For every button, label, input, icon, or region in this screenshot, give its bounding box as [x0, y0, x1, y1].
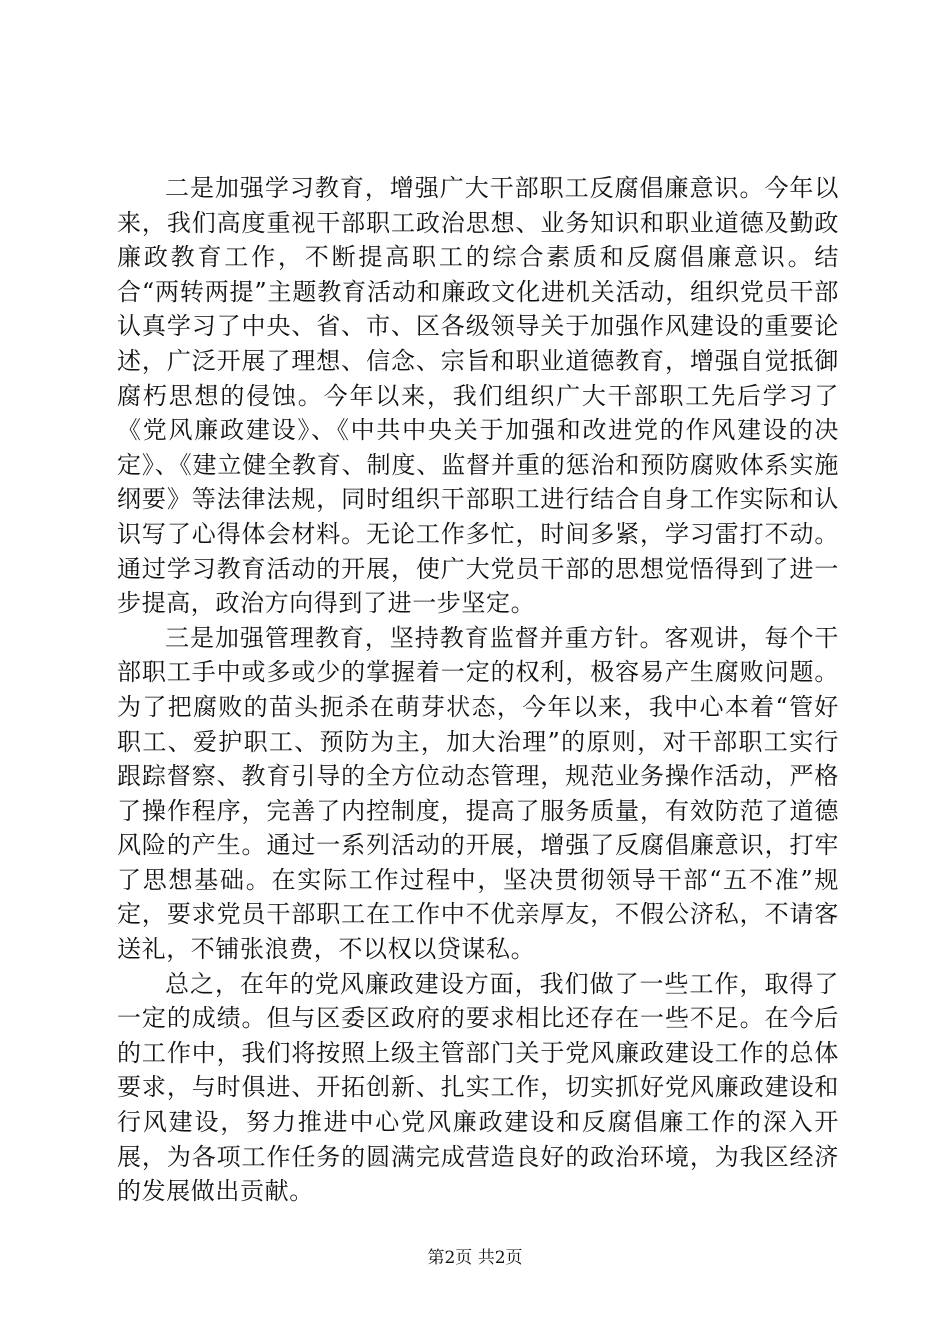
paragraph-management: 三是加强管理教育，坚持教育监督并重方针。客观讲，每个干部职工手中或多或少的掌握着一定的权利，极容易产生腐败问题。为了把腐败的苗头扼杀在萌芽状态，今年以来，我中心本着“管好职工、爱护职工、预防为主，加大治理”的原则，对干部职工实行跟踪督察、教育引导的全方位动态管理，规范业务操作活动，严格了操作程序，完善了内控制度，提高了服务质量，有效防范了道德风险的产生。通过一系列活动的开展，增强了反腐倡廉意识，打牢了思想基础。在实际工作过程中，坚决贯彻领导干部“五不准”规定，要求党员干部职工在工作中不优亲厚友，不假公济私，不请客送礼，不铺张浪费，不以权以贷谋私。: [117, 623, 839, 964]
paragraph-education: 二是加强学习教育，增强广大干部职工反腐倡廉意识。今年以来，我们高度重视干部职工政治思想、业务知识和职业道德及勤政廉政教育工作，不断提高职工的综合素质和反腐倡廉意识。结合“两转两提”主题教育活动和廉政文化进机关活动，组织党员干部认真学习了中央、省、市、区各级领导关于加强作风建设的重要论述，广泛开展了理想、信念、宗旨和职业道德教育，增强自觉抵御腐朽思想的侵蚀。今年以来，我们组织广大干部职工先后学习了《党风廉政建设》、《中共中央关于加强和改进党的作风建设的决定》、《建立健全教育、制度、监督并重的惩治和预防腐败体系实施纲要》等法律法规，同时组织干部职工进行结合自身工作实际和认识写了心得体会材料。无论工作多忙，时间多紧，学习雷打不动。通过学习教育活动的开展，使广大党员干部的思想觉悟得到了进一步提高，政治方向得到了进一步坚定。: [117, 174, 839, 618]
paragraph-summary: 总之，在年的党风廉政建设方面，我们做了一些工作，取得了一定的成绩。但与区委区政府的要求相比还存在一些不足。在今后的工作中，我们将按照上级主管部门关于党风廉政建设工作的总体要求，与时俱进、开拓创新、扎实工作，切实抓好党风廉政建设和行风建设，努力推进中心党风廉政建设和反腐倡廉工作的深入开展，为各项工作任务的圆满完成营造良好的政治环境，为我区经济的发展做出贡献。: [117, 969, 839, 1206]
document-body: [117, 171, 839, 1209]
page-number-footer: 第2页 共2页: [427, 1248, 523, 1268]
